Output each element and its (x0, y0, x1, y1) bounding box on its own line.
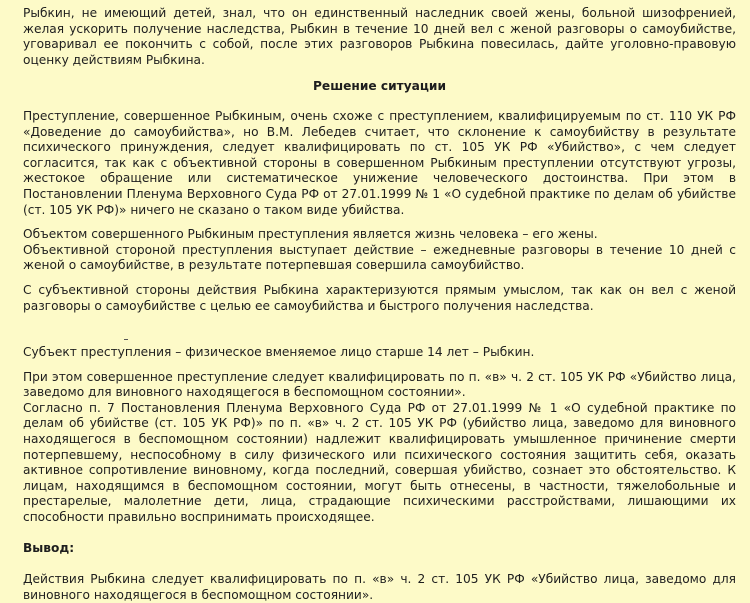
paragraph-objective-side: Объективной стороной преступления выступает действие – ежедневные разговоры в течение 10 дней с женой о самоубийстве, в результате потерпевшая совершила самоубийство. (23, 242, 736, 273)
paragraph-final-qualification: При этом совершенное преступление следует квалифицировать по п. «в» ч. 2 ст. 105 УК РФ «Убийство лица, заведомо для виновного находящегося в беспомощном состоянии». (23, 369, 736, 400)
conclusion-heading: Вывод: (23, 540, 75, 555)
paragraph-subject: Субъект преступления – физическое вменяемое лицо старше 14 лет – Рыбкин. (23, 345, 535, 360)
paragraph-object: Объектом совершенного Рыбкиным преступления является жизнь человека – его жены. (23, 227, 598, 242)
paragraph-plenum-reference: Согласно п. 7 Постановления Пленума Верховного Суда РФ от 27.01.1999 № 1 «О судебной практике по делам об убийстве (ст. 105 УК РФ)» по п. «в» ч. 2 ст. 105 УК РФ (убийство лица, заведомо для виновного находящегося в беспомощном состоянии) надлежит квалифицировать умышленное причинение смерти потерпевшему, неспособному в силу физического или психического состояния защитить себя, оказать активное сопротивление виновному, когда последний, совершая убийство, сознает это обстоятельство. К лицам, находящимся в беспомощном состоянии, могут быть отнесены, в частности, тяжелобольные и престарелые, малолетние дети, лица, страдающие психическими расстройствами, лишающими их способности правильно воспринимать происходящее. (23, 400, 736, 525)
paragraph-subjective-side: С субъективной стороны действия Рыбкина характеризуются прямым умыслом, так как он вел с женой разговоры о самоубийстве с целью ее самоубийства и быстрого получения наследства. (23, 282, 736, 313)
solution-heading: Решение ситуации (313, 79, 446, 94)
task-statement: Рыбкин, не имеющий детей, знал, что он единственный наследник своей жены, больной шизофренией, желая ускорить получение наследства, Рыбкин в течение 10 дней вел с женой разговоры о самоубийстве, уговаривал ее покончить с собой, после этих разговоров Рыбкина повесилась, дайте уголовно-правовую оценку действиям Рыбкина. (23, 6, 736, 67)
stray-mark (124, 339, 128, 340)
blank-spacer (23, 314, 736, 345)
conclusion-text: Действия Рыбкина следует квалифицировать по п. «в» ч. 2 ст. 105 УК РФ «Убийство лица, заведомо для виновного находящегося в беспомощном состоянии». (23, 572, 736, 602)
paragraph-qualification: Преступление, совершенное Рыбкиным, очень схоже с преступлением, квалифицируемым по ст. 110 УК РФ «Доведение до самоубийства», но В.М. Лебедев считает, что склонение к самоубийству в результате психического принуждения, следует квалифицировать по ст. 105 УК РФ «Убийство», с чем следует согласится, так как с объективной стороны в совершенном Рыбкиным преступлении отсутствуют угрозы, жестокое обращение или систематическое унижение человеческого достоинства. При этом в Постановлении Пленума Верховного Суда РФ от 27.01.1999 № 1 «О судебной практике по делам об убийстве (ст. 105 УК РФ)» ничего не сказано о таком виде убийства. (23, 108, 736, 217)
